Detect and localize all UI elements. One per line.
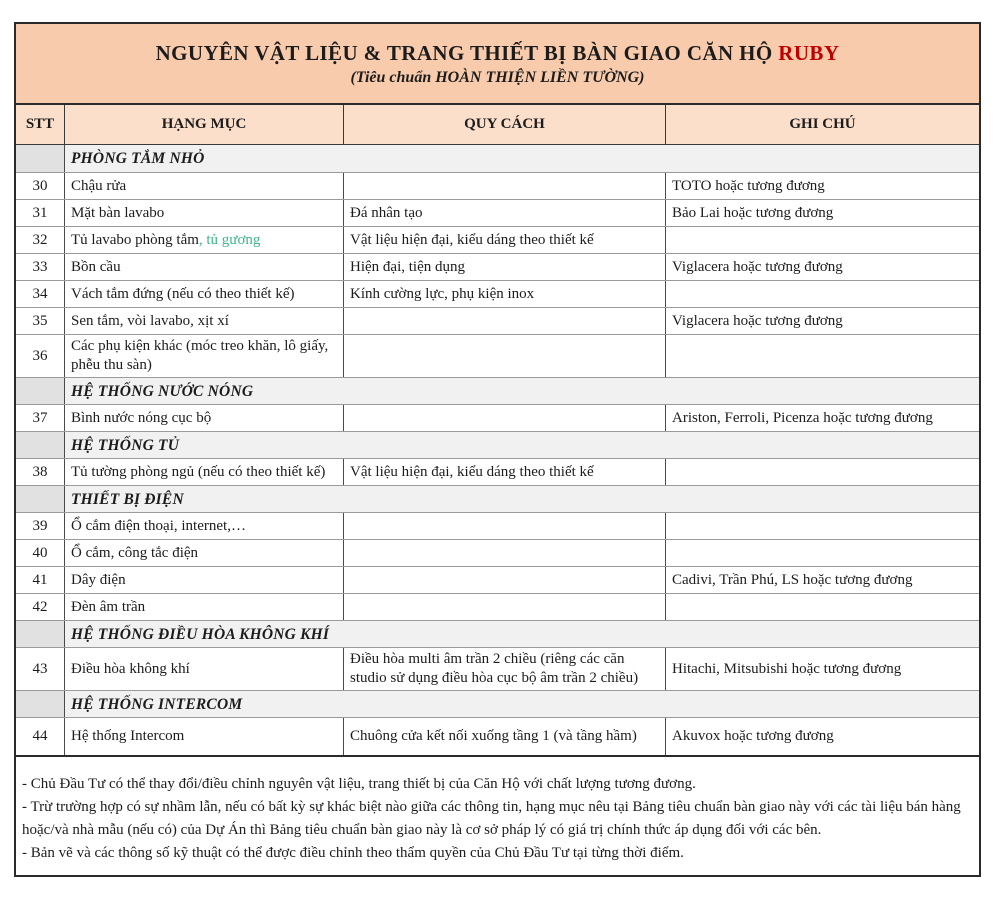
item-cell — [64, 540, 343, 566]
row-number-cell: 39 — [32, 517, 48, 534]
spec-cell — [343, 405, 665, 431]
spec-cell — [343, 513, 665, 539]
table-row — [16, 334, 979, 377]
section-title: HỆ THỐNG INTERCOM — [64, 691, 979, 717]
item-cell — [64, 335, 343, 377]
row-number-cell: 33 — [32, 258, 48, 275]
item-cell — [64, 281, 343, 307]
item-text: Tủ tường phòng ngủ (nếu có theo thiết kế) — [71, 463, 326, 480]
column-header-ghi-chu: GHI CHÚ — [665, 105, 979, 144]
spec-cell — [343, 173, 665, 199]
item-text: Ổ cắm, công tắc điện — [71, 544, 199, 561]
spec-cell: Vật liệu hiện đại, kiểu dáng theo thiết kế — [343, 459, 665, 485]
column-header-stt: STT — [25, 116, 55, 132]
item-cell — [64, 405, 343, 431]
section-row — [16, 145, 979, 172]
section-stt-cell — [16, 378, 64, 404]
table-row — [16, 280, 979, 307]
spec-cell — [343, 540, 665, 566]
document-title-project-name: RUBY — [778, 40, 840, 65]
item-cell — [64, 648, 343, 690]
table-row — [16, 172, 979, 199]
section-row — [16, 431, 979, 458]
table-row — [16, 593, 979, 620]
item-text: Đèn âm trần — [71, 598, 146, 615]
document-title — [156, 41, 840, 66]
item-text: Sen tắm, vòi lavabo, xịt xí — [71, 312, 229, 329]
section-row — [16, 377, 979, 404]
item-text: Điều hòa không khí — [71, 660, 190, 677]
row-number-cell: 38 — [32, 463, 48, 480]
item-text: Tủ lavabo phòng tắm, tủ gương — [71, 231, 261, 248]
section-stt-cell — [16, 486, 64, 512]
note-cell — [665, 594, 979, 620]
section-title: THIẾT BỊ ĐIỆN — [64, 486, 979, 512]
note-cell: TOTO hoặc tương đương — [665, 173, 979, 199]
item-text: Dây điện — [71, 571, 126, 588]
row-number-cell: 37 — [32, 409, 48, 426]
item-text: Bình nước nóng cục bộ — [71, 409, 212, 426]
note-cell: Viglacera hoặc tương đương — [665, 254, 979, 280]
note-cell — [665, 513, 979, 539]
spec-cell: Điều hòa multi âm trần 2 chiều (riêng các căn studio sử dụng điều hòa cục bộ âm trần 2 chiều) — [343, 648, 665, 690]
note-cell: Akuvox hoặc tương đương — [665, 718, 979, 755]
table-row — [16, 199, 979, 226]
item-cell — [64, 254, 343, 280]
row-number-cell: 31 — [32, 204, 48, 221]
note-cell: Bảo Lai hoặc tương đương — [665, 200, 979, 226]
note-cell: Ariston, Ferroli, Picenza hoặc tương đương — [665, 405, 979, 431]
spec-cell: Hiện đại, tiện dụng — [343, 254, 665, 280]
spec-cell — [343, 308, 665, 334]
row-number-cell: 34 — [32, 285, 48, 302]
item-cell — [64, 200, 343, 226]
table-row — [16, 458, 979, 485]
row-number-cell: 44 — [32, 728, 48, 744]
item-text: Các phụ kiện khác (móc treo khăn, lô giấy, phễu thu sàn) — [71, 338, 329, 373]
table-row — [16, 307, 979, 334]
table-column-header-row — [16, 105, 979, 145]
table-row — [16, 539, 979, 566]
row-number-cell: 43 — [32, 660, 48, 677]
row-number-cell: 32 — [32, 231, 48, 248]
item-text: Hệ thống Intercom — [71, 728, 185, 744]
spec-cell: Kính cường lực, phụ kiện inox — [343, 281, 665, 307]
note-cell — [665, 281, 979, 307]
table-row — [16, 253, 979, 280]
spec-cell: Vật liệu hiện đại, kiểu dáng theo thiết kế — [343, 227, 665, 253]
section-title: HỆ THỐNG NƯỚC NÓNG — [64, 378, 979, 404]
row-number-cell: 41 — [32, 571, 48, 588]
spec-cell: Chuông cửa kết nối xuống tầng 1 (và tầng hầm) — [343, 718, 665, 755]
table-row — [16, 512, 979, 539]
note-cell — [665, 540, 979, 566]
note-cell: Cadivi, Trần Phú, LS hoặc tương đương — [665, 567, 979, 593]
item-cell — [64, 513, 343, 539]
row-number-cell: 30 — [32, 177, 48, 194]
item-text: Chậu rửa — [71, 177, 127, 194]
section-stt-cell — [16, 621, 64, 647]
item-text: Bồn cầu — [71, 258, 121, 275]
table-row — [16, 566, 979, 593]
item-cell — [64, 308, 343, 334]
spec-cell — [343, 335, 665, 377]
item-cell — [64, 173, 343, 199]
handover-specification-document — [14, 22, 981, 877]
section-title: HỆ THỐNG ĐIỀU HÒA KHÔNG KHÍ — [64, 621, 979, 647]
note-cell — [665, 227, 979, 253]
spec-cell — [343, 594, 665, 620]
item-text: Ổ cắm điện thoại, internet,… — [71, 517, 246, 534]
table-body — [16, 145, 979, 755]
item-text: Vách tắm đứng (nếu có theo thiết kế) — [71, 285, 295, 302]
row-number-cell: 42 — [32, 598, 48, 615]
row-number-cell: 40 — [32, 544, 48, 561]
section-stt-cell — [16, 691, 64, 717]
item-text-green: , tủ gương — [198, 231, 261, 248]
table-row — [16, 647, 979, 690]
section-stt-cell — [16, 432, 64, 458]
table-row — [16, 717, 979, 755]
note-cell: Hitachi, Mitsubishi hoặc tương đương — [665, 648, 979, 690]
section-title: HỆ THỐNG TỦ — [64, 432, 979, 458]
footer-notes — [16, 755, 979, 875]
note-cell: Viglacera hoặc tương đương — [665, 308, 979, 334]
item-cell — [64, 567, 343, 593]
footer-note-3: - Bản vẽ và các thông số kỹ thuật có thể được điều chỉnh theo thẩm quyền của Chủ Đầu Tư tại từng thời điểm. — [22, 845, 684, 861]
row-number-cell: 35 — [32, 312, 48, 329]
note-cell — [665, 335, 979, 377]
table-row — [16, 226, 979, 253]
section-row — [16, 485, 979, 512]
note-cell — [665, 459, 979, 485]
item-cell — [64, 227, 343, 253]
footer-note-2: - Trừ trường hợp có sự nhầm lẫn, nếu có bất kỳ sự khác biệt nào giữa các thông tin, hạng mục nêu tại Bảng tiêu chuẩn bàn giao này với các tài liệu bán hàng hoặc/và nhà mẫu (nếu có) của Dự Án thì Bảng tiêu chuẩn bàn giao này là cơ sở pháp lý có giá trị chính thức áp dụng đối với các bên. — [22, 799, 961, 838]
spec-cell: Đá nhân tạo — [343, 200, 665, 226]
row-number-cell: 36 — [32, 347, 48, 364]
footer-note-1: - Chủ Đầu Tư có thể thay đổi/điều chỉnh nguyên vật liệu, trang thiết bị của Căn Hộ với chất lượng tương đương. — [22, 776, 696, 792]
item-text: Mặt bàn lavabo — [71, 204, 165, 221]
spec-cell — [343, 567, 665, 593]
section-row — [16, 620, 979, 647]
document-header — [16, 24, 979, 105]
item-cell — [64, 594, 343, 620]
item-cell — [64, 459, 343, 485]
item-cell — [64, 718, 343, 755]
table-row — [16, 404, 979, 431]
column-header-hang-muc: HẠNG MỤC — [64, 105, 343, 144]
column-header-quy-cach: QUY CÁCH — [343, 105, 665, 144]
document-title-text: NGUYÊN VẬT LIỆU & TRANG THIẾT BỊ BÀN GIAO CĂN HỘ — [155, 40, 779, 65]
document-subtitle: (Tiêu chuẩn HOÀN THIỆN LIỀN TƯỜNG) — [350, 68, 645, 86]
section-stt-cell — [16, 145, 64, 172]
section-row — [16, 690, 979, 717]
section-title: PHÒNG TẮM NHỎ — [64, 145, 979, 172]
